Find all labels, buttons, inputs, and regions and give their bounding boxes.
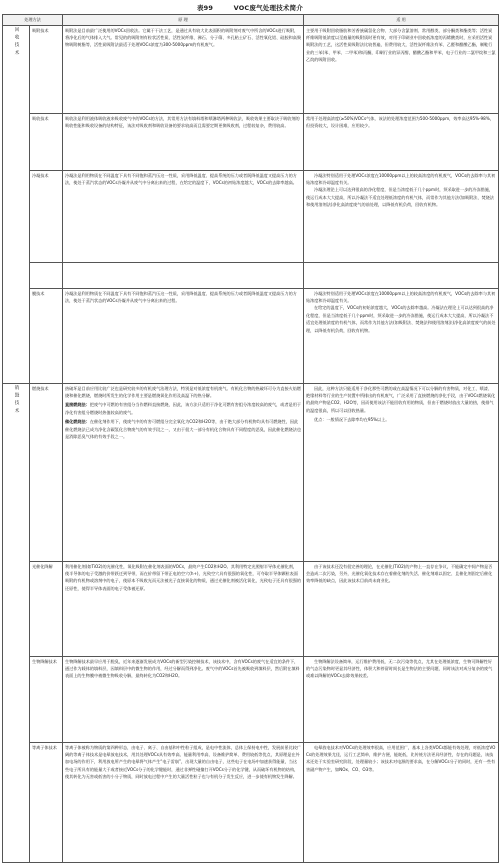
application-membrane-1: 冷凝法特别适用于处理VOCs浓度在10000ppm以上的较高浓度的有机废气，VOCs的去除率与其初始浓度和冷却温度有关。	[306, 290, 496, 303]
table-row	[3, 289, 499, 384]
table-row	[3, 743, 499, 863]
method-membrane: 膜技术	[30, 289, 63, 384]
principle-condensation: 冷凝法是利用物质在不同温度下具有不同饱和蒸汽压这一性质，采用降低温度、提高系统的压力或者既降低温度又提高压力的方法，使处于蒸汽状态的VOCs冷凝并从废气中分离出来的过程，在给定的温度下，VOCs的初始浓度越大，VOCs的去除率越高。	[63, 171, 304, 263]
method-absorption: 吸收技术	[30, 114, 63, 171]
method-plasma: 等离子体技术	[30, 743, 63, 863]
table-row	[3, 171, 499, 263]
spacer-cell	[304, 263, 499, 289]
application-photocatalysis: 由于该技术还没有很完善的理论，在光催化(TiO2)的产物上一直存在争议，不能确定中间产物是否会造成二次污染，另外，光催化氧化技术存在着催化剂的失活、催化剂难以固定、且催化剂固定后催化效率降低的缺点，因此该技术目前尚未商业化。	[304, 562, 499, 657]
principle-absorption: 吸收法是利用液体吸收液来吸收废气中的VOCs的方法，其常用方法有填料塔和喷淋塔两种吸收法，吸收效果主要取决于吸收剂的吸收性能和吸收设备的结构特征，该法对吸收剂和吸收设备的要求较高而且需要定期更换吸收剂，过程较复杂，费用较高。	[63, 114, 304, 171]
category-recovery: 回收技术	[14, 26, 19, 57]
catalytic-combustion-title: 催化燃烧法：	[65, 419, 90, 425]
table-row-spacer	[3, 263, 499, 289]
catalytic-combustion-text: 在催化剂作用下，使废气中的有害可燃组分完全氧化为CO2和H2O等，由于绝大部分有机物均具有可燃烧性，因此催化燃烧法已成为净化含碳氢化合物废气的有效手段之一，又由于很大一部分有机化合物具有不同程度的恶臭，因此催化燃烧法也是消除恶臭气体的有效手段之一。	[65, 419, 302, 440]
principle-plasma: 等离子体被称为物质的第四种形态，由电子、离子、自由基和中性粒子组成，是电中性流体，总体上保持电中性，发展前景比较广阔的等离子体技术是电晕放电技术，用其处理VOCs具有效率高、能量利用率高、设备维护简单、费用较低等优点，其原理是在外加电场的作用下，利用放电所产生的电晕将气体产生“电子雷崩”，出现大量的自由电子，这些电子在电场中加速获得能量，当这些电子所具有的能量大于或者接近VOCs分子的化学键能时，通过非弹性碰撞打开VOCs分子的化学键，从而破坏有机物的结构，使其转化为无害或低害的小分子物质，同时放电过程中产生的大量活性粒子也与有机分子发生反应，进一步使有机物发生降解。	[63, 743, 304, 863]
application-membrane-cell	[304, 289, 499, 384]
principle-membrane: 冷凝法是利用物质在不同温度下具有不同饱和蒸汽压这一性质，采用降低温度、提高系统的压力或者既降低温度又提高压力的方法，使处于蒸汽状态的VOCs冷凝并从废气中分离出来的过程。	[63, 289, 304, 384]
application-condensation-2: 冷凝法理论上可以达到很高的净化程度，但是当浓度低于几个ppm时，须采取进一步的冷冻措施，使运行成本大大提高，所以冷凝法不适宜处理低浓度的有机气体，而常作为其他方法(如吸附法、焚烧法和使用溶剂法)净化高浓度废气的前处理，以降低有机负荷，回收有机物。	[306, 187, 494, 208]
application-condensation-1: 冷凝法特别适用于处理VOCs浓度在10000ppm以上的较高浓度的有机废气，VOCs的去除率与其初始浓度和冷却温度有关。	[306, 172, 496, 185]
application-combustion-1: 因此，这种方法只能适用于净化那些可燃的或在高温情况下可以分解的有害物质，对化工、喷漆、绝缘材料等行业的生产装置中所排出的有机废气，广泛采用了直接燃烧的净化手段，由于VOCs燃烧氧化的最终产物是CO2、H2O等，因而使用该法不能回收有用的物质，但由于燃烧时放出大量的热，使排气的温度很高，所以可以回收热量。	[306, 385, 496, 413]
method-combustion: 燃烧技术	[30, 384, 63, 562]
method-biodegradation: 生物降解技术	[30, 657, 63, 743]
table-row	[3, 562, 499, 657]
table-caption	[0, 3, 500, 12]
category-destruction: 销毁技术	[14, 384, 19, 415]
method-photocatalysis: 光催化降解	[30, 562, 63, 657]
direct-combustion-title: 直接燃烧法：	[65, 402, 90, 408]
table-row	[3, 114, 499, 171]
application-absorption: 常用于处理高浓度(≥50%)VOCs气体，该法的处理浓度范围为500-5000ppm，效率高达95%-98%，但投资较大，设计困难，应用较少。	[304, 114, 499, 171]
application-biodegradation: 生物降解法设备简单，运行维护费用低，无二次污染等优点，尤其在处理低浓度，生物可降解性好的气态污染物时更显其经济性，体积大和停留时间长是生物法的主要问题，同时该法对成分复杂的废气或难以降解的VOCs去除效果较差。	[304, 657, 499, 743]
spacer-cell	[30, 263, 63, 289]
application-condensation-cell	[304, 171, 499, 263]
table-row	[3, 26, 499, 114]
voc-treatment-table	[2, 14, 499, 863]
spacer-cell	[63, 263, 304, 289]
principle-biodegradation: 生物降解技术最早应用于脱臭，近年来逐渐发展成为VOCs的新型污染控制技术，该技术中，含有VOCs的废气在适宜的条件下，通过作为载体的填料层，因填料层中的微生物的作用，经过分解而得到净化。废气中的VOCs首先被吸收到填料层，然后附在填料表面上的生物膜中被微生物吸收分解，最终转化为CO2和H2O。	[63, 657, 304, 743]
method-condensation: 冷凝技术	[30, 171, 63, 263]
method-adsorption: 吸附技术	[30, 26, 63, 114]
principle-combustion-1: 热破坏是目前应用比较广泛也是研究较多的有机废气治理方法，特别是对低浓度有机废气。有机化合物的热破坏可分为直接火焰燃烧和催化燃烧，燃烧时所发生的化学作用主要是燃烧氧化作用及高温下的热分解。	[65, 385, 302, 398]
application-adsorption: 主要用于吸附回收脂肪和芳香族碳氢化合物、大部分含氯溶剂、常用醇类、部分酮类和酯类等；活性炭纤维吸附低浓度以至痕量的吸附质时更有效，对用于印刷业中回收低浓度的丙烯酸类时，应采用活性炭吸附法的工艺，这活性炭吸附法比较普遍，但费用较大，活性炭纤维法有苯、乙醛和醋酸乙酯，制鞋行业的三苯(苯、甲苯、二甲苯)和丙酮，印刷行业的异丙醇，醋酸乙酯和甲苯，电子行业的二氯甲烷和三氯乙烷的吸附回收。	[304, 26, 499, 114]
principle-direct-combustion	[65, 401, 301, 416]
application-membrane-2: 在给定的温度下，VOCs的初始浓度越大，VOCs的去除率越高。冷凝法在理论上可以达到很高的净化程度，但是当浓度低于几个ppm时，须采取进一步的冷冻措施，使运行成本大大提高，所以冷凝法不适宜处理低浓度的有机气体，而常作为其他方法(如吸附法、焚烧法和使用溶剂法)净化高浓度废气的前处理，以降低有机负荷，回收有机物。	[306, 305, 496, 333]
principle-adsorption: 吸附法是目前最广泛使用的VOCs回收法。它属于干法工艺，是通过具有较大比表面积的吸附剂对废气中所含的VOCs进行吸附，将净化后的气体排入大气。常见的的吸附剂有粒状活性炭、活性炭纤维、沸石、分子筛、多孔粘土矿石、活性氧化铝、硅胶和高聚物吸附树脂等，活性炭吸附法最适于处理VOCs浓度为300-5000ppm的有机废气。	[63, 26, 304, 114]
table-row	[3, 384, 499, 562]
category-recovery-cell	[3, 26, 30, 384]
table-title: VOC废气处理技术简介	[233, 4, 304, 12]
principle-catalytic-combustion	[65, 418, 301, 440]
application-combustion-2: 优点：一般情况下去除率均在95%以上。	[314, 417, 390, 423]
category-destruction-cell	[3, 384, 30, 863]
principle-photocatalysis: 利用催化剂(如TiO2)的光催化性，氧化吸附在催化剂表面的VOCs，最终产生CO2和H2O。其利用特定光照射半导体光催化剂，使半导体的电子受激的价带跃迁到导带，而在价带留下带正电的空穴(h+)，光致空穴具有很强的氧化性，可夺取半导体颗粒表面吸附的有机物或溶剂中的电子，使原本不吸收光而无法被光子直接氧化的物质，通过光催化剂被活化氧化，光致电子还具有很强的还原性，使得半导体表面的电子受体被还原。	[63, 562, 304, 657]
application-plasma: 电晕放电技术对VOCs的处理效率很高，应用范围广，基本上各类VOCs都能有效处理，对低浓度VOCs的处理效果尤佳，运行工艺简单，维护方便，能耗低，比传统方法更具经济性，存在的问题是，该技术还处于实验室研究阶段，处理量较小；该技术对电源的要求高，在分解VOCs分子的同时，还有一些有害副产物产生，如NOx、CO、O3等。	[304, 743, 499, 863]
table-number: 表99	[196, 4, 214, 12]
application-combustion-cell	[304, 384, 499, 562]
header-method: 处理方法	[3, 15, 63, 26]
direct-combustion-text: 把废气中可燃的有害组分当作燃料直接燃烧，因此，该方法只适用于净化可燃有害组分浓度较高的废气，或者是用于净化有害组分燃烧时热值较高的废气。	[65, 402, 302, 415]
principle-combustion-cell	[63, 384, 304, 562]
header-principle: 原 理	[63, 15, 304, 26]
table-row	[3, 657, 499, 743]
header-application: 适 用	[304, 15, 499, 26]
header-row	[3, 15, 499, 26]
